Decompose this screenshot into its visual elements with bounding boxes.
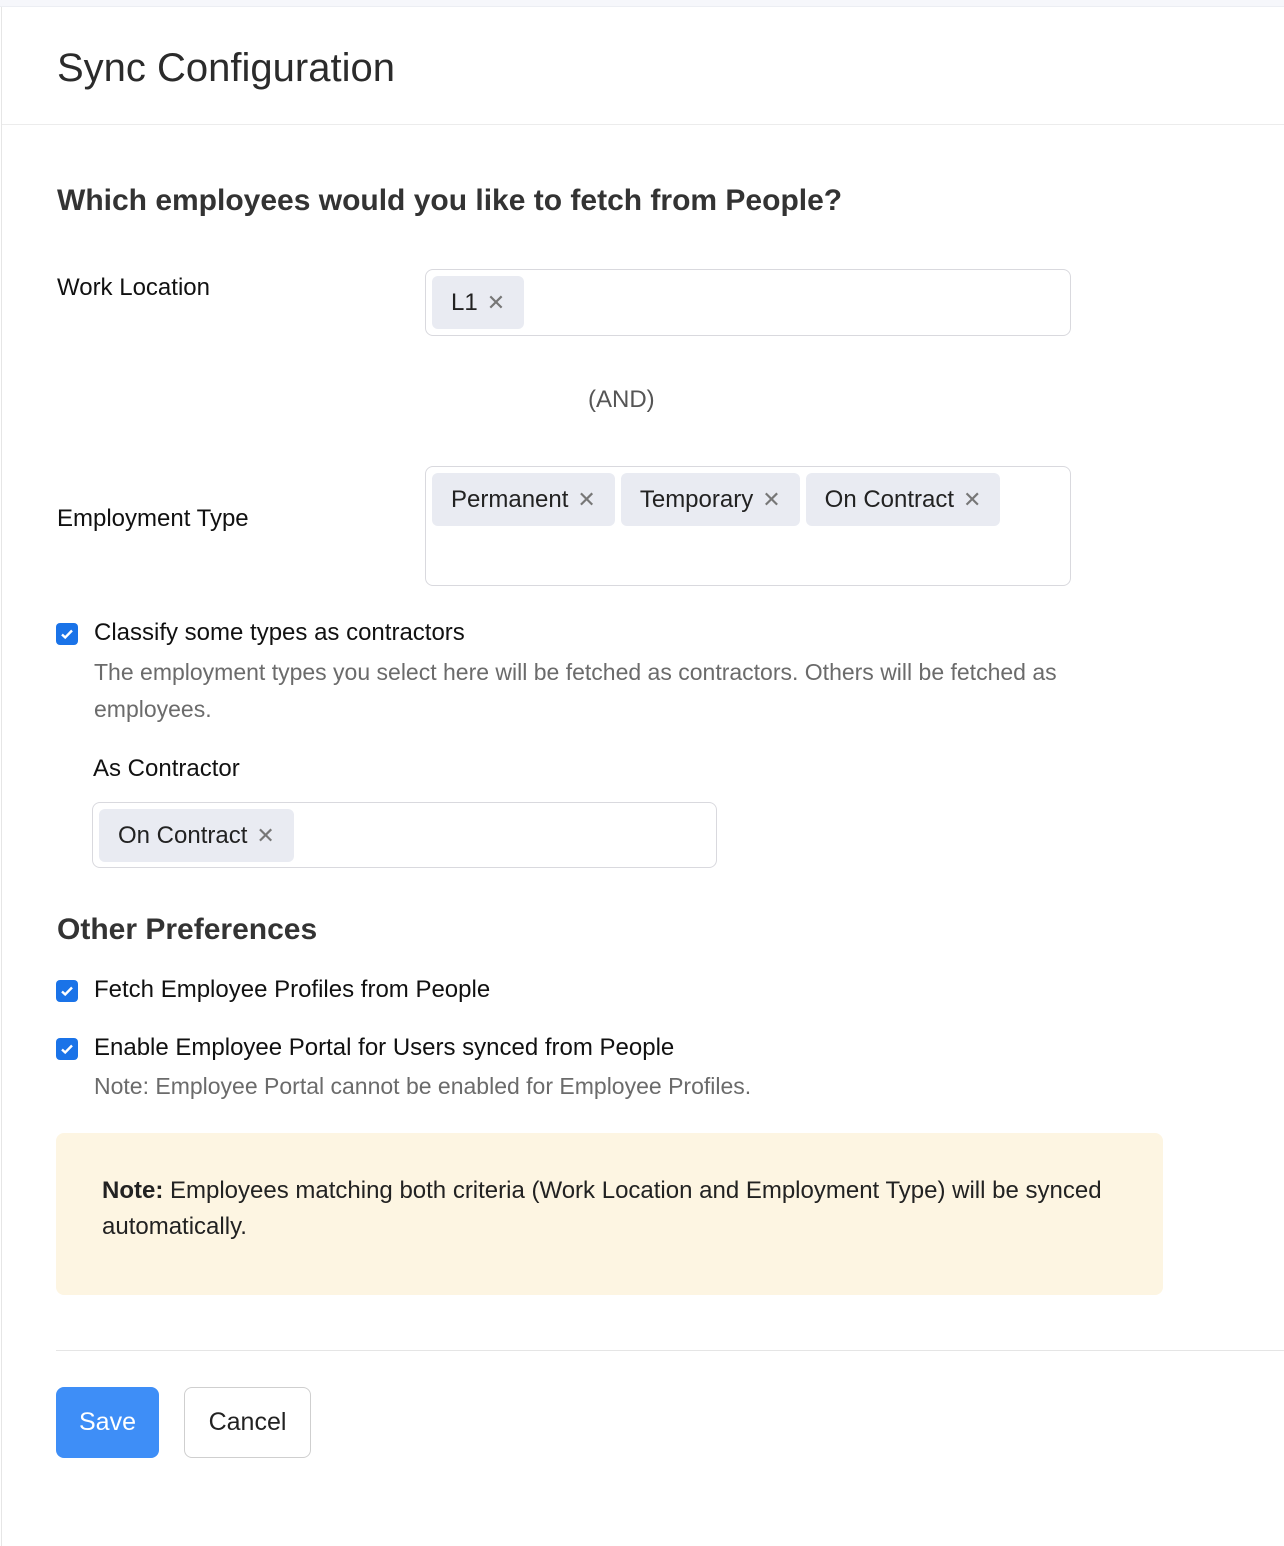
classify-help: The employment types you select here will be fetched as contractors. Others will be fetched as employees. [94, 659, 1057, 722]
section-question: Which employees would you like to fetch from People? [57, 184, 843, 217]
as-contractor-select[interactable] [92, 802, 717, 868]
top-strip [0, 0, 1284, 7]
other-preferences-heading: Other Preferences [57, 913, 318, 946]
close-icon[interactable]: ✕ [762, 486, 781, 512]
check-icon [59, 983, 75, 999]
work-location-select[interactable] [425, 269, 1071, 336]
chip-l1 [432, 276, 524, 329]
work-location-label: Work Location [57, 274, 210, 301]
note-text: Employees matching both criteria (Work Location and Employment Type) will be synced automatically. [102, 1177, 1102, 1240]
check-icon [59, 626, 75, 642]
chip-label: On Contract [824, 485, 955, 513]
chip-label: On Contract [118, 821, 248, 849]
chip-permanent [432, 473, 615, 526]
enable-portal-label: Enable Employee Portal for Users synced from People [94, 1034, 675, 1061]
employment-type-label: Employment Type [57, 505, 249, 532]
classify-checkbox[interactable] [56, 623, 78, 645]
classify-label: Classify some types as contractors [94, 619, 465, 646]
employment-type-select[interactable] [425, 466, 1071, 586]
enable-portal-note: Note: Employee Portal cannot be enabled for Employee Profiles. [94, 1073, 752, 1099]
close-icon[interactable]: ✕ [577, 486, 596, 512]
save-button[interactable]: Save [56, 1387, 159, 1458]
fetch-profiles-label: Fetch Employee Profiles from People [94, 976, 491, 1003]
left-border [1, 7, 2, 1546]
chip-label: Temporary [639, 485, 754, 513]
chip-on-contract [806, 473, 1001, 526]
close-icon[interactable]: ✕ [486, 289, 506, 315]
chip-temporary [621, 473, 800, 526]
and-operator: (AND) [588, 386, 655, 413]
footer-divider [56, 1350, 1284, 1351]
fetch-profiles-checkbox[interactable] [56, 980, 78, 1002]
note-box [56, 1133, 1163, 1295]
close-icon[interactable]: ✕ [256, 822, 275, 848]
chip-on-contract [99, 809, 294, 862]
note-prefix: Note: [102, 1177, 164, 1204]
close-icon[interactable]: ✕ [963, 486, 982, 512]
as-contractor-label: As Contractor [93, 755, 240, 782]
chip-label: Permanent [451, 485, 569, 513]
chip-label: L1 [451, 288, 478, 316]
header-divider [2, 124, 1284, 125]
enable-portal-checkbox[interactable] [56, 1038, 78, 1060]
cancel-button[interactable]: Cancel [184, 1387, 311, 1458]
page-title: Sync Configuration [57, 46, 395, 90]
check-icon [59, 1041, 75, 1057]
